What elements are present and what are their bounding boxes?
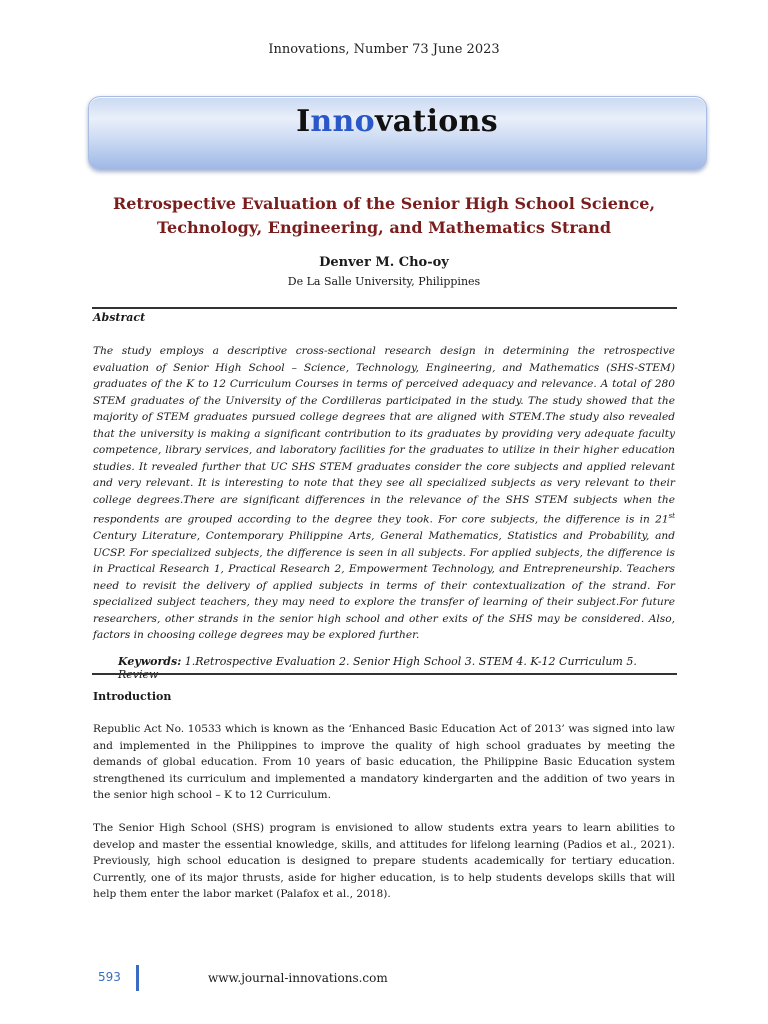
paper-title-line-2: Technology, Engineering, and Mathematics Strand — [156, 218, 611, 237]
abstract-body — [93, 343, 675, 644]
author-name: Denver M. Cho-oy — [319, 255, 449, 270]
introduction-paragraph-2: The Senior High School (SHS) program is envisioned to allow students extra years to learn abilities to develop and master the essential knowledge, skills, and attitudes for lifelong learning (Padios et al., 2021). Previously, high school education is designed to prepare students academically for tertiary education. Currently, one of its major thrusts, aside for higher education, is to help students develops skills that will help them enter the labor market (Palafox et al., 2018). — [93, 822, 675, 900]
abstract-label: Abstract — [93, 311, 146, 324]
paper-title — [80, 192, 688, 240]
keywords-label: Keywords: — [118, 655, 182, 668]
author-affiliation: De La Salle University, Philippines — [287, 275, 481, 288]
banner-title-prefix: I — [296, 104, 311, 139]
introduction-heading: Introduction — [93, 690, 172, 703]
keywords-text: 1.Retrospective Evaluation 2. Senior High School 3. STEM 4. K-12 Curriculum 5. Review — [118, 655, 637, 681]
banner-title-suffix: vations — [374, 104, 498, 139]
footer-journal-url[interactable]: www.journal-innovations.com — [208, 971, 388, 985]
paper-title-line-1: Retrospective Evaluation of the Senior High School Science, — [112, 194, 656, 213]
abstract-text-part-1: The study employs a descriptive cross-sectional research design in determining the retrospective evaluation of Senior High School – Science, Technology, Engineering, and Mathematics (SHS-STEM) graduates of the K to 12 Curriculum Courses in terms of perceived adequacy and relevance. A total of 280 STEM graduates of the University of the Cordilleras participated in the study. The study showed that the majority of STEM graduates pursued college degrees that are aligned with STEM.The study also revealed that the university is making a significant contribution to its graduates by providing very adequate faculty competence, library services, and laboratory facilities for the graduates to utilize in their higher education studies. It revealed further that UC SHS STEM graduates consider the core subjects and applied relevant and very relevant. It is interesting to note that they see all specialized subjects as very relevant to their college degrees.There are significant differences in the relevance of the SHS STEM subjects when the respondents are grouped according to the degree they took. For core subjects, the difference is in 21 — [93, 345, 675, 526]
banner-title-accent: nno — [310, 104, 375, 139]
abstract-superscript: st — [668, 512, 675, 520]
running-head: Innovations, Number 73 June 2023 — [268, 42, 500, 57]
journal-banner-title — [0, 104, 768, 139]
footer-page-number: 593 — [98, 970, 121, 984]
introduction-paragraph-1: Republic Act No. 10533 which is known as the ‘Enhanced Basic Education Act of 2013’ was signed into law and implemented in the Philippines to improve the quality of high school graduates by meeting the demands of global education. From 10 years of basic education, the Philippine Basic Education system strengthened its curriculum and implemented a mandatory kindergarten and the addition of two years in the senior high school – K to 12 Curriculum. — [93, 723, 675, 801]
abstract-text-part-2: Century Literature, Contemporary Philippine Arts, General Mathematics, Statistics and Probability, and UCSP. For specialized subjects, the difference is seen in all subjects. For applied subjects, the difference is in Practical Research 1, Practical Research 2, Empowerment Technology, and Entrepreneurship. Teachers need to revisit the delivery of applied subjects in terms of their contextualization of the strand. For specialized subject teachers, they may need to explore the transfer of learning of their subject.For future researchers, other strands in the senior high school and other exits of the SHS may be considered. Also, factors in choosing college degrees may be explored further. — [93, 530, 675, 642]
abstract-top-rule — [92, 307, 677, 309]
keywords — [118, 655, 678, 681]
keywords-bottom-rule — [92, 673, 677, 675]
footer-divider — [136, 965, 139, 991]
